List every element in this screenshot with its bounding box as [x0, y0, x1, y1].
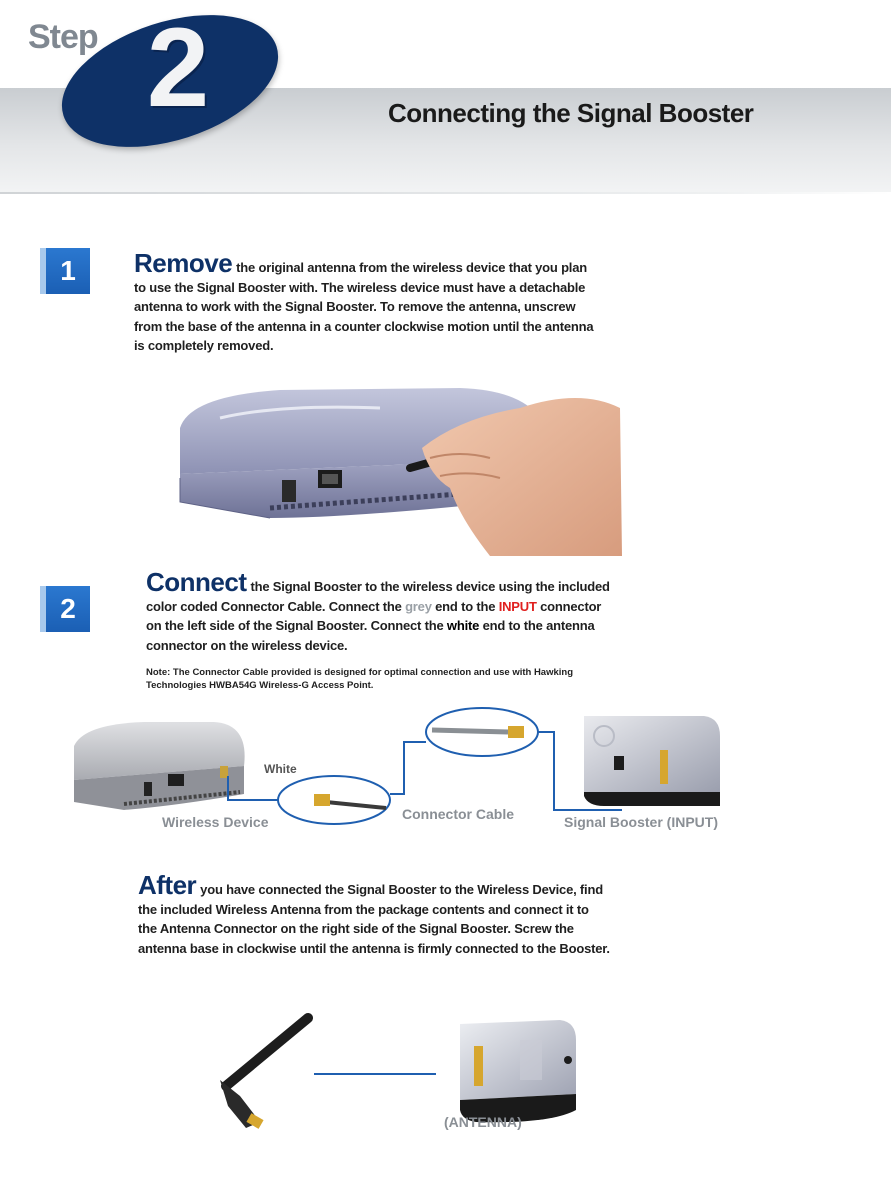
signal-booster-image — [584, 716, 720, 806]
step-1-line-5: is completely removed. — [134, 338, 274, 353]
step-2-note-line-2: Technologies HWBA54G Wireless-G Access Point. — [146, 680, 374, 691]
step-3-lead: After — [138, 870, 197, 900]
step-2-line-2b: end to the — [435, 598, 496, 614]
step-3-line-3: the Antenna Connector on the right side of the Signal Booster. Screw the — [138, 921, 574, 936]
step-3-line-4: antenna base in clockwise until the antenna is firmly connected to the Booster. — [138, 940, 610, 956]
step-2-note — [146, 666, 666, 692]
step-3-line-1: you have connected the Signal Booster to the Wireless Device, find — [200, 882, 603, 897]
white-label: White — [264, 762, 297, 776]
step-number: 2 — [146, 5, 210, 130]
step-2-line-3b: end to the antenna — [482, 618, 595, 633]
wireless-device-image — [74, 722, 245, 810]
step-2-line-2c: connector — [540, 598, 602, 614]
page-title: Connecting the Signal Booster — [388, 98, 754, 128]
step-2-white-word: white — [446, 618, 480, 633]
antenna-image — [220, 1018, 308, 1129]
step-3-text — [138, 870, 738, 958]
step-2-lead: Connect — [146, 567, 247, 597]
white-end-connector-oval — [278, 776, 390, 824]
step-2-number: 2 — [60, 593, 76, 624]
grey-end-connector-oval — [426, 708, 538, 756]
step-2-text — [146, 567, 726, 655]
step-1-number: 1 — [60, 255, 76, 286]
step-3-line-2: the included Wireless Antenna from the package contents and connect it to — [138, 901, 589, 917]
signal-booster-antenna-side-image — [460, 1020, 576, 1122]
signal-booster-input-label: Signal Booster (INPUT) — [564, 814, 719, 830]
step-1-lead: Remove — [134, 248, 233, 278]
antenna-label: (ANTENNA) — [444, 1114, 522, 1130]
step-1-text — [134, 248, 694, 356]
step-1-line-1: the original antenna from the wireless device that you plan — [236, 260, 587, 275]
step-1-line-4: from the base of the antenna in a counter clockwise motion until the antenna — [134, 318, 594, 334]
step-1-line-3: antenna to work with the Signal Booster. To remove the antenna, unscrew — [134, 299, 576, 314]
router-antenna-removal-photo — [160, 378, 622, 556]
antenna-booster-diagram — [210, 1010, 590, 1140]
step-2-grey-word: grey — [405, 598, 432, 614]
step-2-line-4: connector on the wireless device. — [146, 637, 348, 653]
wireless-device-label: Wireless Device — [162, 814, 269, 830]
step-2-input-word: INPUT — [498, 598, 537, 614]
connector-cable-label: Connector Cable — [402, 806, 515, 822]
step-2-line-1: the Signal Booster to the wireless device using the included — [250, 579, 610, 594]
step-2-line-2: color coded Connector Cable. Connect the — [146, 598, 402, 614]
step-2-badge — [46, 586, 90, 632]
step-1-line-2: to use the Signal Booster with. The wireless device must have a detachable — [134, 279, 586, 295]
step-2-line-3a: on the left side of the Signal Booster. Connect the — [146, 618, 444, 633]
step-2-note-line-1: Note: The Connector Cable provided is designed for optimal connection and use with Hawking — [146, 667, 574, 678]
step-label: Step — [28, 18, 98, 56]
step-1-badge — [46, 248, 90, 294]
